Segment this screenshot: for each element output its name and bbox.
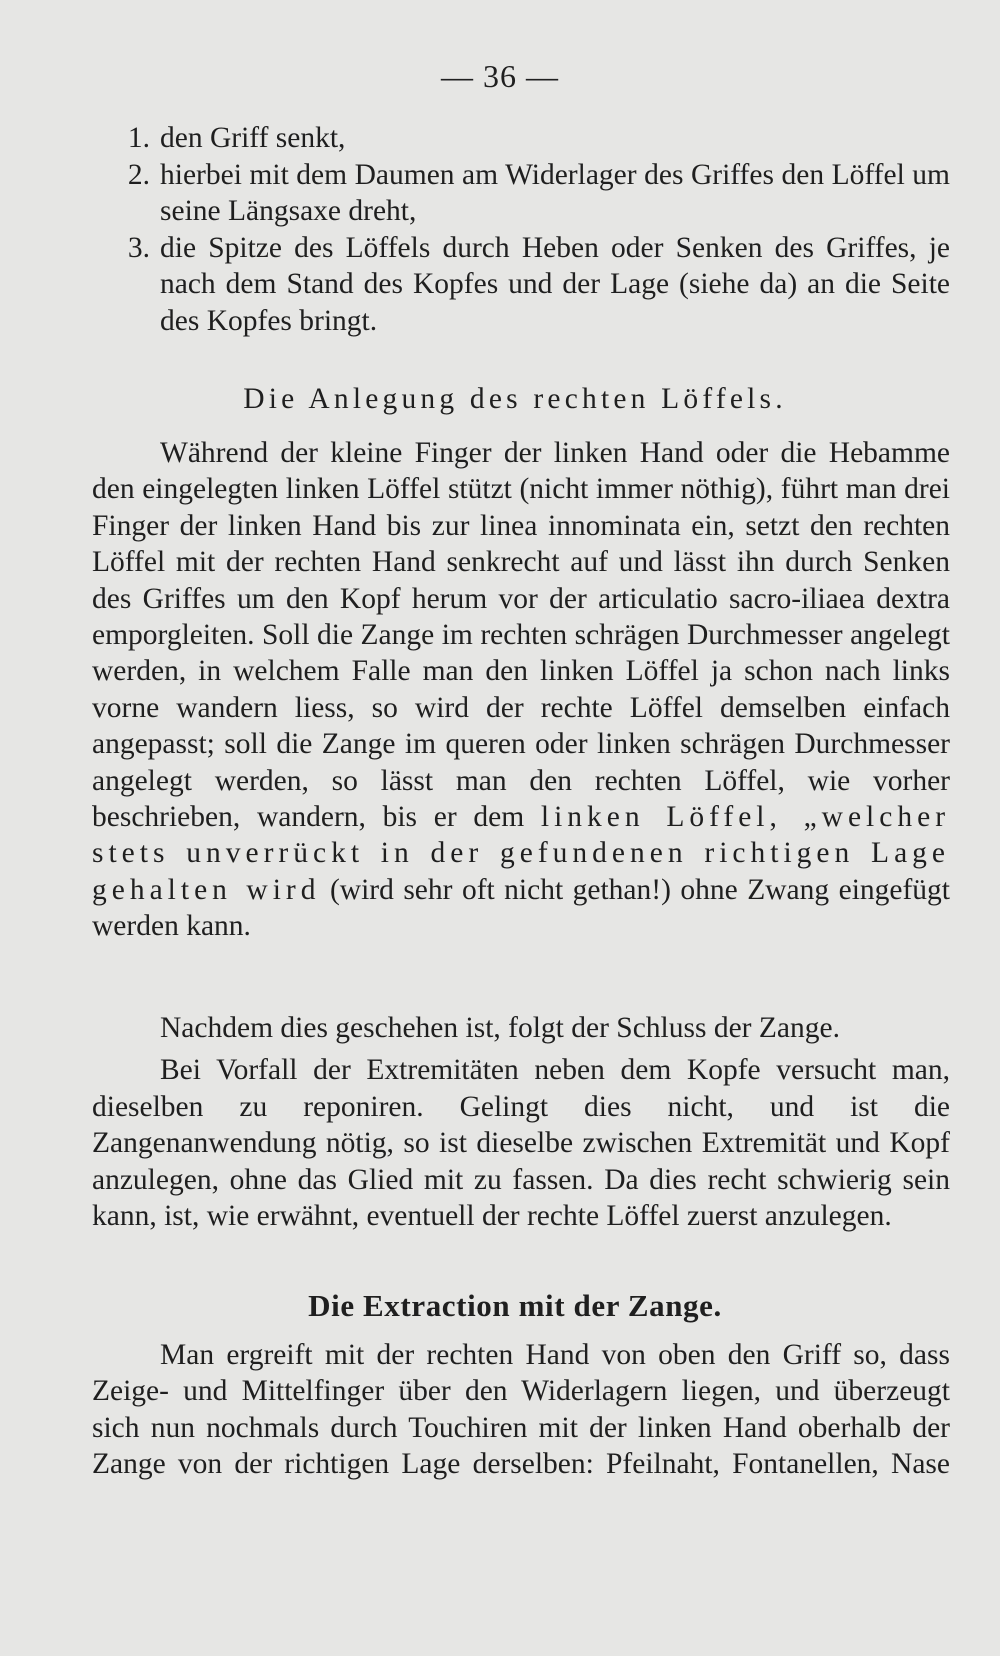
list-text: den Griff senkt, [160, 122, 346, 154]
page-number: — 36 — [441, 58, 559, 94]
list-number: 2. [127, 158, 150, 191]
paragraph-block [92, 1337, 950, 1483]
section-heading-extraction: Die Extraction mit der Zange. [308, 1288, 722, 1323]
paragraph: Bei Vorfall der Extremitäten neben dem Kopfe versucht man, dieselben zu reponiren. Gelingt dies nicht, und ist die Zangenanwendung nötig, so ist dieselbe zwischen Extremität und Kopf anzulegen, ohne das Glied mit zu fassen. Da dies recht schwierig sein kann, ist, wie erwähnt, eventuell der rechte Löffel zuerst anzulegen. [92, 1054, 950, 1233]
list-text: hierbei mit dem Daumen am Widerlager des Griffes den Löffel um seine Längsaxe dreht, [160, 158, 950, 227]
list-item [90, 230, 950, 340]
list-number: 3. [127, 231, 150, 264]
numbered-list [90, 120, 950, 339]
paragraph-text: Während der kleine Finger der linken Hand oder die Hebamme den eingelegten linken Löffel stützt (nicht immer nöthig), führt man drei Finger der linken Hand bis zur linea innominata ein, setzt den rechten Löffel mit der rechten Hand senkrecht auf und lässt ihn durch Senken des Griffes um den Kopf herum vor der articulatio sacro-iliaea dextra emporgleiten. Soll die Zange im rechten schrägen Durchmesser angelegt werden, in welchem Falle man den linken Löffel ja schon nach links vorne wandern liess, so wird der rechte Löffel demselben einfach angepasst; soll die Zange im queren oder linken schrägen Durchmesser angelegt werden, so lässt man den rechten Löffel, wie vorher beschrieben, wandern, bis er dem [92, 437, 950, 834]
spaced-emphasis: linken Löffel, „welcher stets unverrückt in der gefundenen richtigen Lage gehalten wird [92, 801, 951, 906]
list-item [90, 157, 950, 230]
paragraph-block [92, 435, 950, 945]
section-heading-right-blade: Die Anlegung des rechten Löffels. [243, 383, 787, 415]
list-number: 1. [127, 122, 150, 154]
paragraph [92, 435, 950, 945]
paragraph-text: (wird sehr oft nicht gethan!) ohne Zwang eingefügt werden kann. [92, 873, 951, 943]
paragraph: Man ergreift mit der rechten Hand von oben den Griff so, dass Zeige- und Mittelfinger über den Widerlagern liegen, und überzeugt sich nun nochmals durch Touchiren mit der linken Hand oberhalb der Zange von der richtigen Lage derselben: Pfeilnaht, Fontanellen, Nase [92, 1339, 950, 1481]
paragraph-block [92, 1010, 950, 1240]
paragraph: Nachdem dies geschehen ist, folgt der Schluss der Zange. [160, 1012, 840, 1044]
list-text: die Spitze des Löffels durch Heben oder Senken des Griffes, je nach dem Stand des Kopfes und der Lage (siehe da) an die Seite des Kopfes bringt. [160, 231, 950, 337]
list-item [90, 120, 950, 157]
